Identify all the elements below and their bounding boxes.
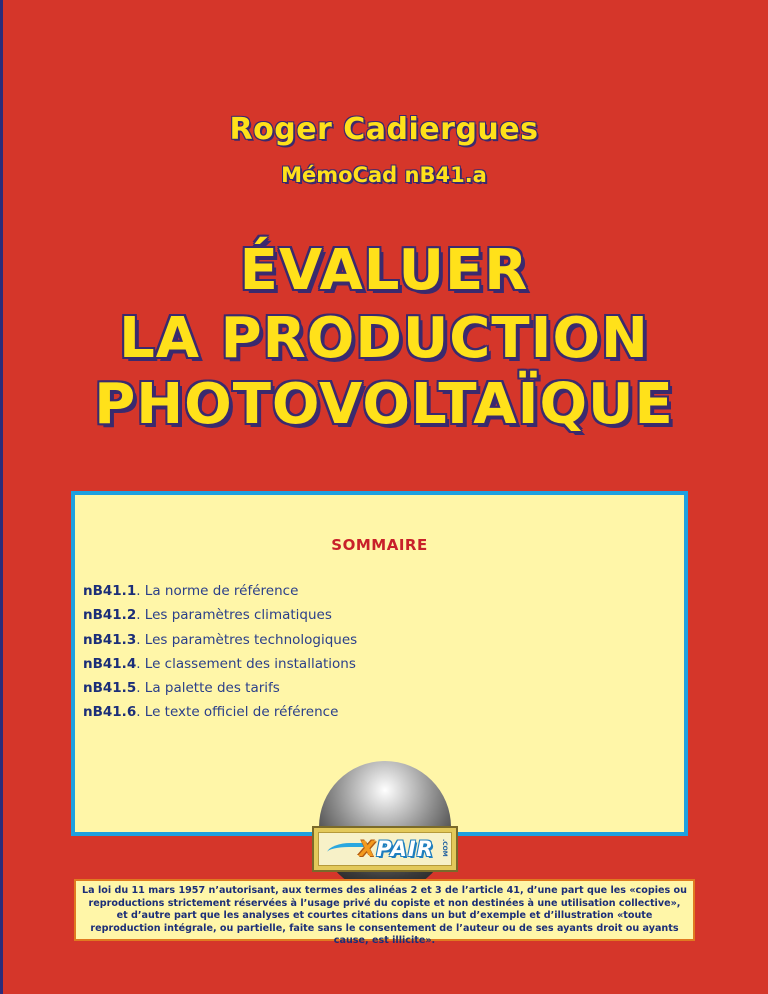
toc-item[interactable] [83, 583, 357, 607]
toc-item-text: . La norme de référence [136, 583, 299, 599]
toc-item[interactable] [83, 607, 357, 631]
toc-item-code: nB41.1 [83, 583, 137, 599]
toc-item-text: . Le classement des installations [136, 655, 356, 672]
author-name: Roger Cadiergues [229, 112, 539, 147]
toc-item[interactable] [83, 680, 357, 704]
logo-x-letter: X [359, 837, 377, 861]
toc-item-text: . Le texte officiel de référence [136, 704, 339, 721]
legal-notice-box [74, 879, 695, 947]
toc-item-code: nB41.3 [83, 631, 137, 648]
title-line-3: PHOTOVOLTAÏQUE [94, 372, 674, 437]
xpair-logo[interactable] [312, 826, 458, 872]
toc-item-code: nB41.2 [83, 607, 137, 624]
toc-item[interactable] [83, 656, 357, 680]
title-line-1: ÉVALUER [239, 238, 529, 303]
toc-item[interactable] [83, 632, 357, 656]
table-of-contents [83, 583, 357, 729]
toc-item-text: . Les paramètres climatiques [136, 607, 332, 624]
summary-heading: SOMMAIRE [331, 536, 428, 554]
legal-notice-text: La loi du 11 mars 1957 n’autorisant, aux termes des alinéas 2 et 3 de l’article 41, d’une part que les «copies ou reproductions strictement réservées à l’usage privé du copiste et non destinées à une utilisation collective», et d’autre part que les analyses et courtes citations dans un but d’exemple et d’illustration «toute reproduction intégrale, ou partielle, faite sans le consentement de l’auteur ou de ses ayants droit ou ayants cause, est illicite». [82, 885, 687, 947]
logo-suffix: .COM [441, 839, 448, 857]
series-code: MémoCad nB41.a [281, 163, 487, 187]
title-line-2: LA PRODUCTION [119, 306, 649, 371]
toc-item[interactable] [83, 704, 357, 728]
left-edge-stripe [0, 0, 3, 994]
toc-item-code: nB41.5 [83, 680, 137, 697]
toc-item-text: . Les paramètres technologiques [136, 631, 358, 648]
toc-item-code: nB41.4 [83, 655, 137, 672]
logo-wordmark [359, 837, 434, 861]
toc-item-text: . La palette des tarifs [136, 680, 280, 697]
logo-background [318, 832, 452, 866]
logo-name: PAIR [376, 837, 434, 861]
toc-item-code: nB41.6 [83, 704, 137, 721]
